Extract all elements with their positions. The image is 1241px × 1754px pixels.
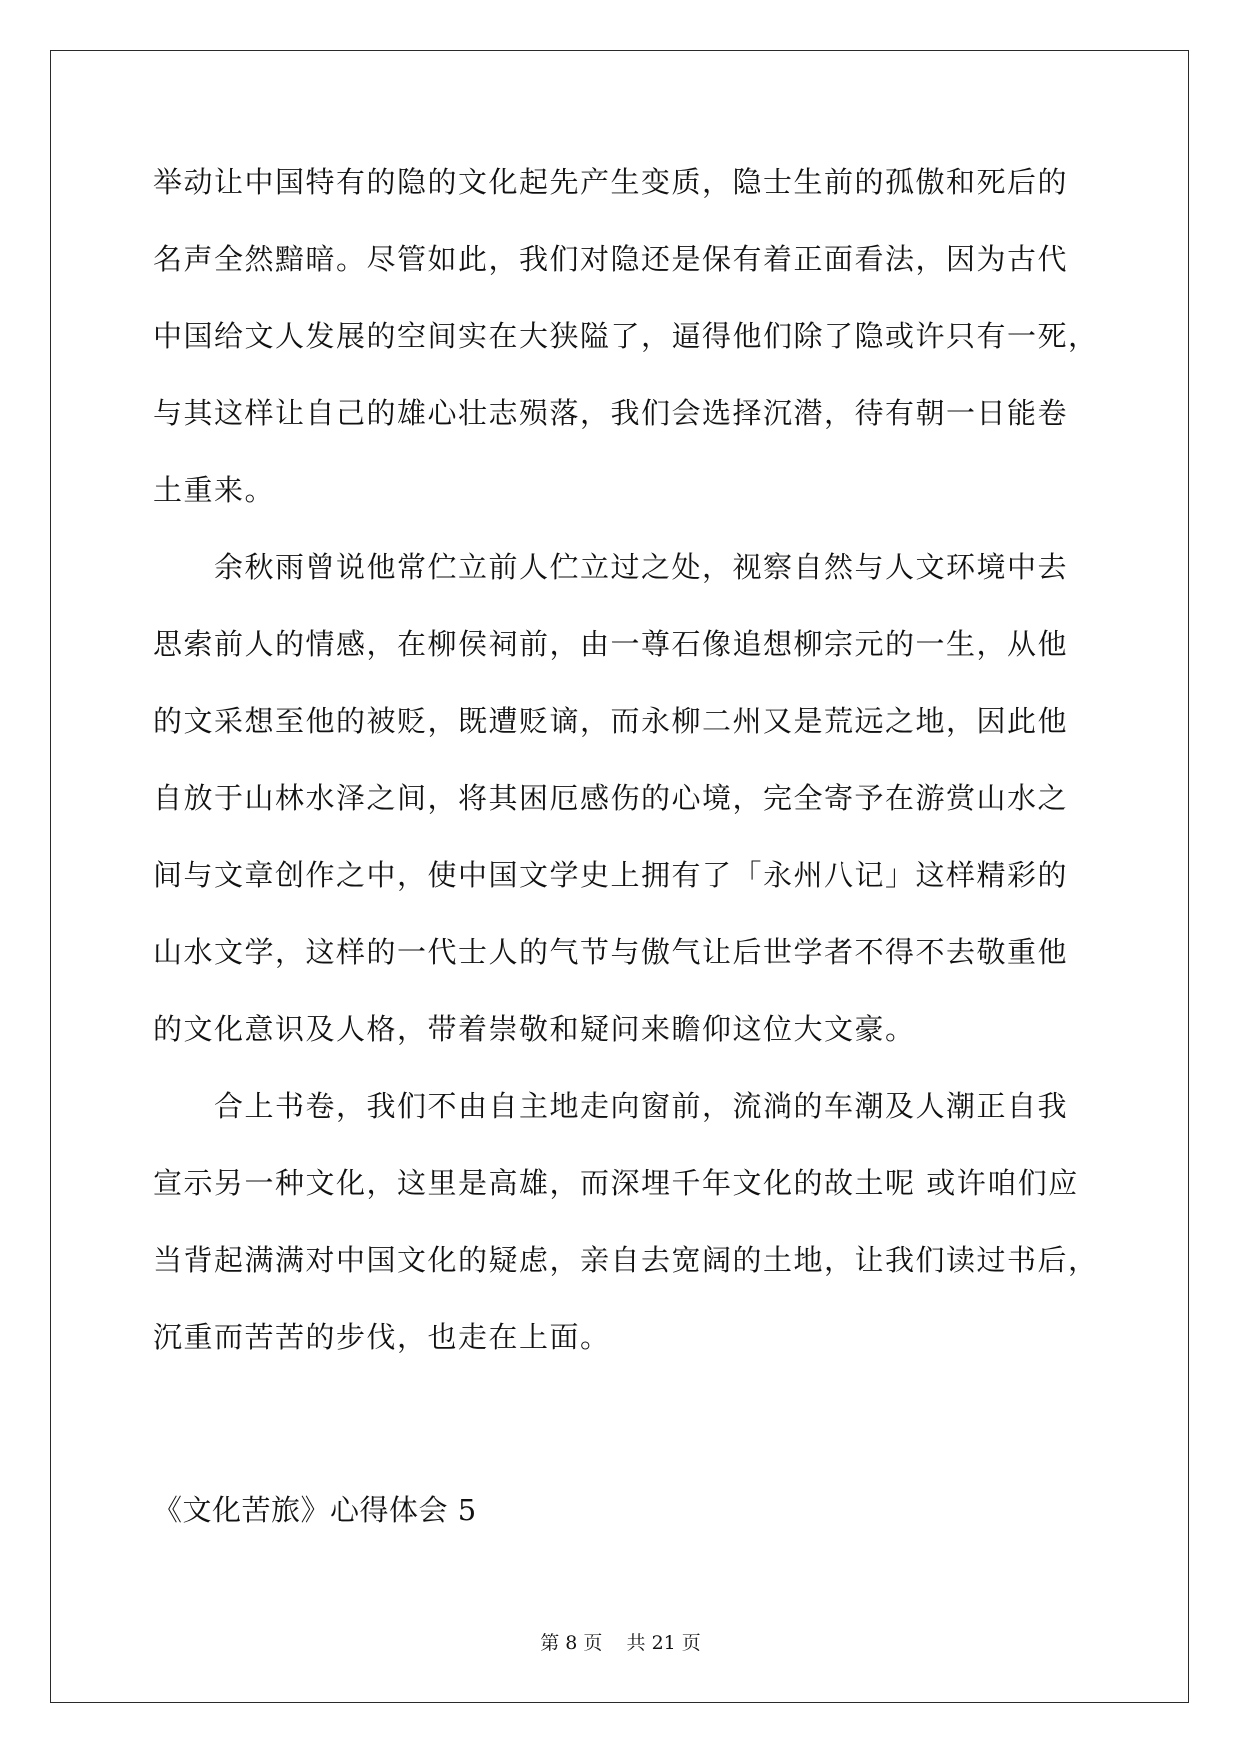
- body-line: 山水文学，这样的一代士人的气节与傲气让后世学者不得不去敬重他: [153, 935, 1069, 969]
- page-number: 第 8 页: [540, 1632, 603, 1654]
- body-line: 的文采想至他的被贬，既遭贬谪，而永柳二州又是荒远之地，因此他: [153, 704, 1069, 738]
- body-line: 自放于山林水泽之间，将其困厄感伤的心境，完全寄予在游赏山水之: [153, 781, 1069, 815]
- body-line: 思索前人的情感，在柳侯祠前，由一尊石像追想柳宗元的一生，从他: [153, 627, 1069, 661]
- body-line: 中国给文人发展的空间实在大狭隘了，逼得他们除了隐或许只有一死，: [153, 319, 1099, 353]
- body-line: 的文化意识及人格，带着崇敬和疑问来瞻仰这位大文豪。: [153, 1012, 916, 1046]
- body-line: 名声全然黯暗。尽管如此，我们对隐还是保有着正面看法，因为古代: [153, 242, 1069, 276]
- body-line: 合上书卷，我们不由自主地走向窗前，流淌的车潮及人潮正自我: [153, 1089, 1069, 1123]
- body-line: 余秋雨曾说他常伫立前人伫立过之处，视察自然与人文环境中去: [153, 550, 1069, 584]
- body-line: 间与文章创作之中，使中国文学史上拥有了「永州八记」这样精彩的: [153, 858, 1069, 892]
- body-line: 与其这样让自己的雄心壮志殒落，我们会选择沉潜，待有朝一日能卷: [153, 396, 1069, 430]
- body-line: 举动让中国特有的隐的文化起先产生变质，隐士生前的孤傲和死后的: [153, 165, 1069, 199]
- body-line: 宣示另一种文化，这里是高雄，而深埋千年文化的故土呢 或许咱们应: [153, 1166, 1079, 1200]
- page-footer: [0, 1628, 1241, 1655]
- body-line: 当背起满满对中国文化的疑虑，亲自去宽阔的土地，让我们读过书后，: [153, 1243, 1099, 1277]
- body-line: 土重来。: [153, 473, 276, 507]
- section-heading: 《文化苦旅》心得体会 5: [153, 1493, 477, 1527]
- body-line: 沉重而苦苦的步伐，也走在上面。: [153, 1320, 611, 1354]
- page-total: 共 21 页: [626, 1632, 701, 1654]
